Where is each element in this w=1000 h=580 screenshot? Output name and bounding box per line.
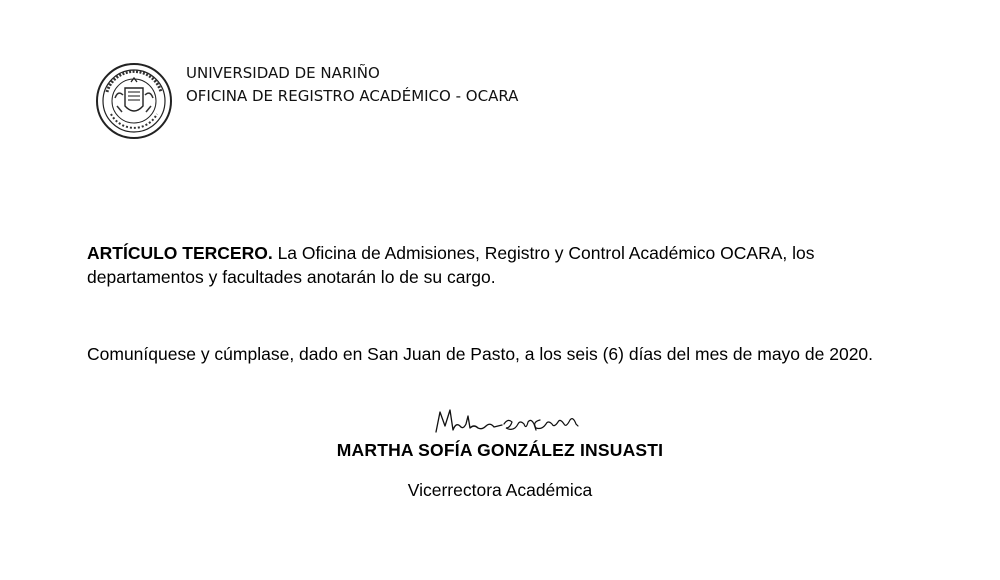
signatory-title: Vicerrectora Académica <box>407 480 593 500</box>
document-header <box>95 60 695 140</box>
article-text: La Oficina de Admisiones, Registro y Control Académico OCARA, los departamentos y facultades anotarán lo de su cargo. <box>87 243 815 287</box>
handwritten-signature <box>432 404 582 440</box>
university-name: UNIVERSIDAD DE NARIÑO <box>186 64 380 82</box>
closing-paragraph: Comuníquese y cúmplase, dado en San Juan de Pasto, a los seis (6) días del mes de mayo de 2020. <box>87 344 874 364</box>
article-heading: ARTÍCULO TERCERO. <box>87 243 273 263</box>
header-text <box>186 62 518 108</box>
article-paragraph <box>87 241 917 289</box>
signatory-name: MARTHA SOFÍA GONZÁLEZ INSUASTI <box>336 440 664 460</box>
office-name: OFICINA DE REGISTRO ACADÉMICO - OCARA <box>186 87 519 105</box>
university-seal-icon <box>95 62 173 140</box>
